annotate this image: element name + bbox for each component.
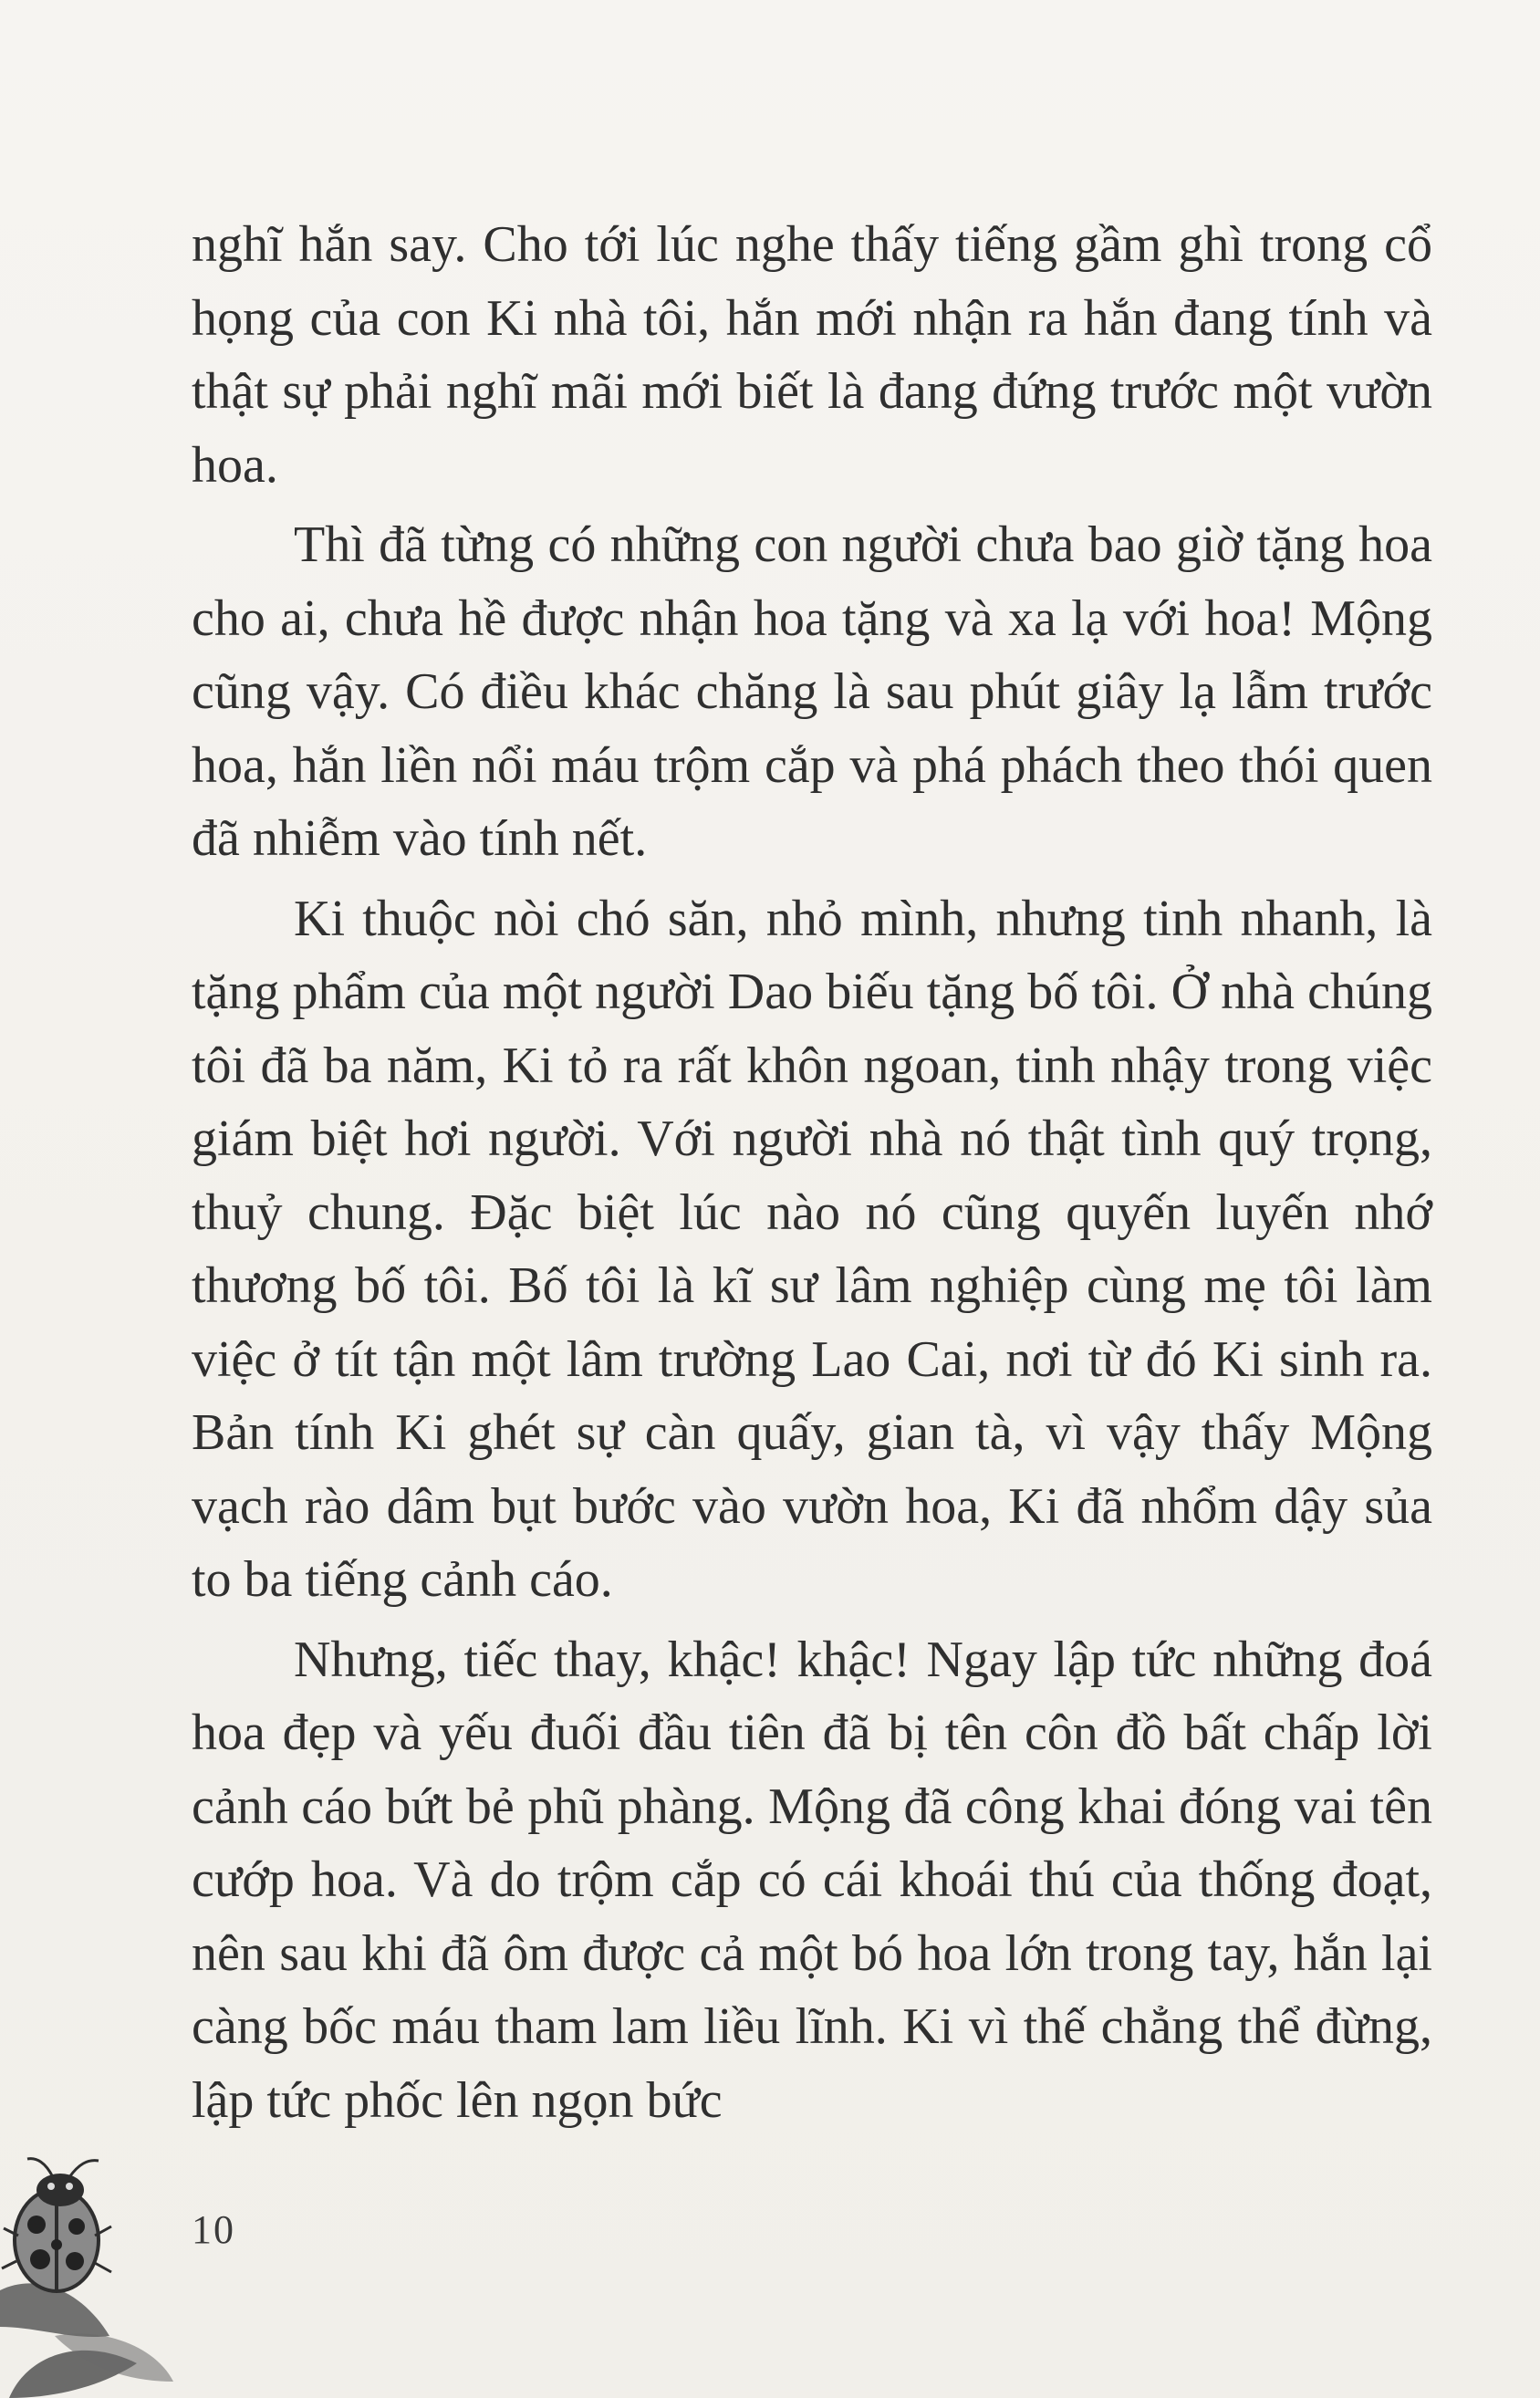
paragraph: Ki thuộc nòi chó săn, nhỏ mình, nhưng tinh nhanh, là tặng phẩm của một người Dao biếu tặng bố tôi. Ở nhà chúng tôi đã ba năm, Ki tỏ ra rất khôn ngoan, tinh nhậy trong việc giám biệt hơi người. Với người nhà nó thật tình quý trọng, thuỷ chung. Đặc biệt lúc nào nó cũng quyến luyến nhớ thương bố tôi. Bố tôi là kĩ sư lâm nghiệp cùng mẹ tôi làm việc ở tít tận một lâm trường Lao Cai, nơi từ đó Ki sinh ra. Bản tính Ki ghét sự càn quấy, gian tà, vì vậy thấy Mộng vạch rào dâm bụt bước vào vườn hoa, Ki đã nhổm dậy sủa to ba tiếng cảnh cáo. (192, 890, 1432, 1608)
paragraph: Nhưng, tiếc thay, khậc! khậc! Ngay lập tức những đoá hoa đẹp và yếu đuối đầu tiên đã bị tên côn đồ bất chấp lời cảnh cáo bứt bẻ phũ phàng. Mộng đã công khai đóng vai tên cướp hoa. Và do trộm cắp có cái khoái thú của thống đoạt, nên sau khi đã ôm được cả một bó hoa lớn trong tay, hắn lại càng bốc máu tham lam liều lĩnh. Ki vì thế chẳng thể đừng, lập tức phốc lên ngọn bức (192, 1631, 1432, 2129)
paragraph-continued: nghĩ hắn say. Cho tới lúc nghe thấy tiếng gầm ghì trong cổ họng của con Ki nhà tôi, hắn mới nhận ra hắn đang tính và thật sự phải nghĩ mãi mới biết là đang đứng trước một vườn hoa. (192, 216, 1432, 494)
ladybug-icon (0, 2153, 173, 2398)
page-number: 10 (192, 2207, 235, 2252)
body-text (192, 208, 1432, 2143)
paragraph: Thì đã từng có những con người chưa bao giờ tặng hoa cho ai, chưa hề được nhận hoa tặng và xa lạ với hoa! Mộng cũng vậy. Có điều khác chăng là sau phút giây lạ lẫm trước hoa, hắn liền nổi máu trộm cắp và phá phách theo thói quen đã nhiễm vào tính nết. (192, 516, 1432, 867)
